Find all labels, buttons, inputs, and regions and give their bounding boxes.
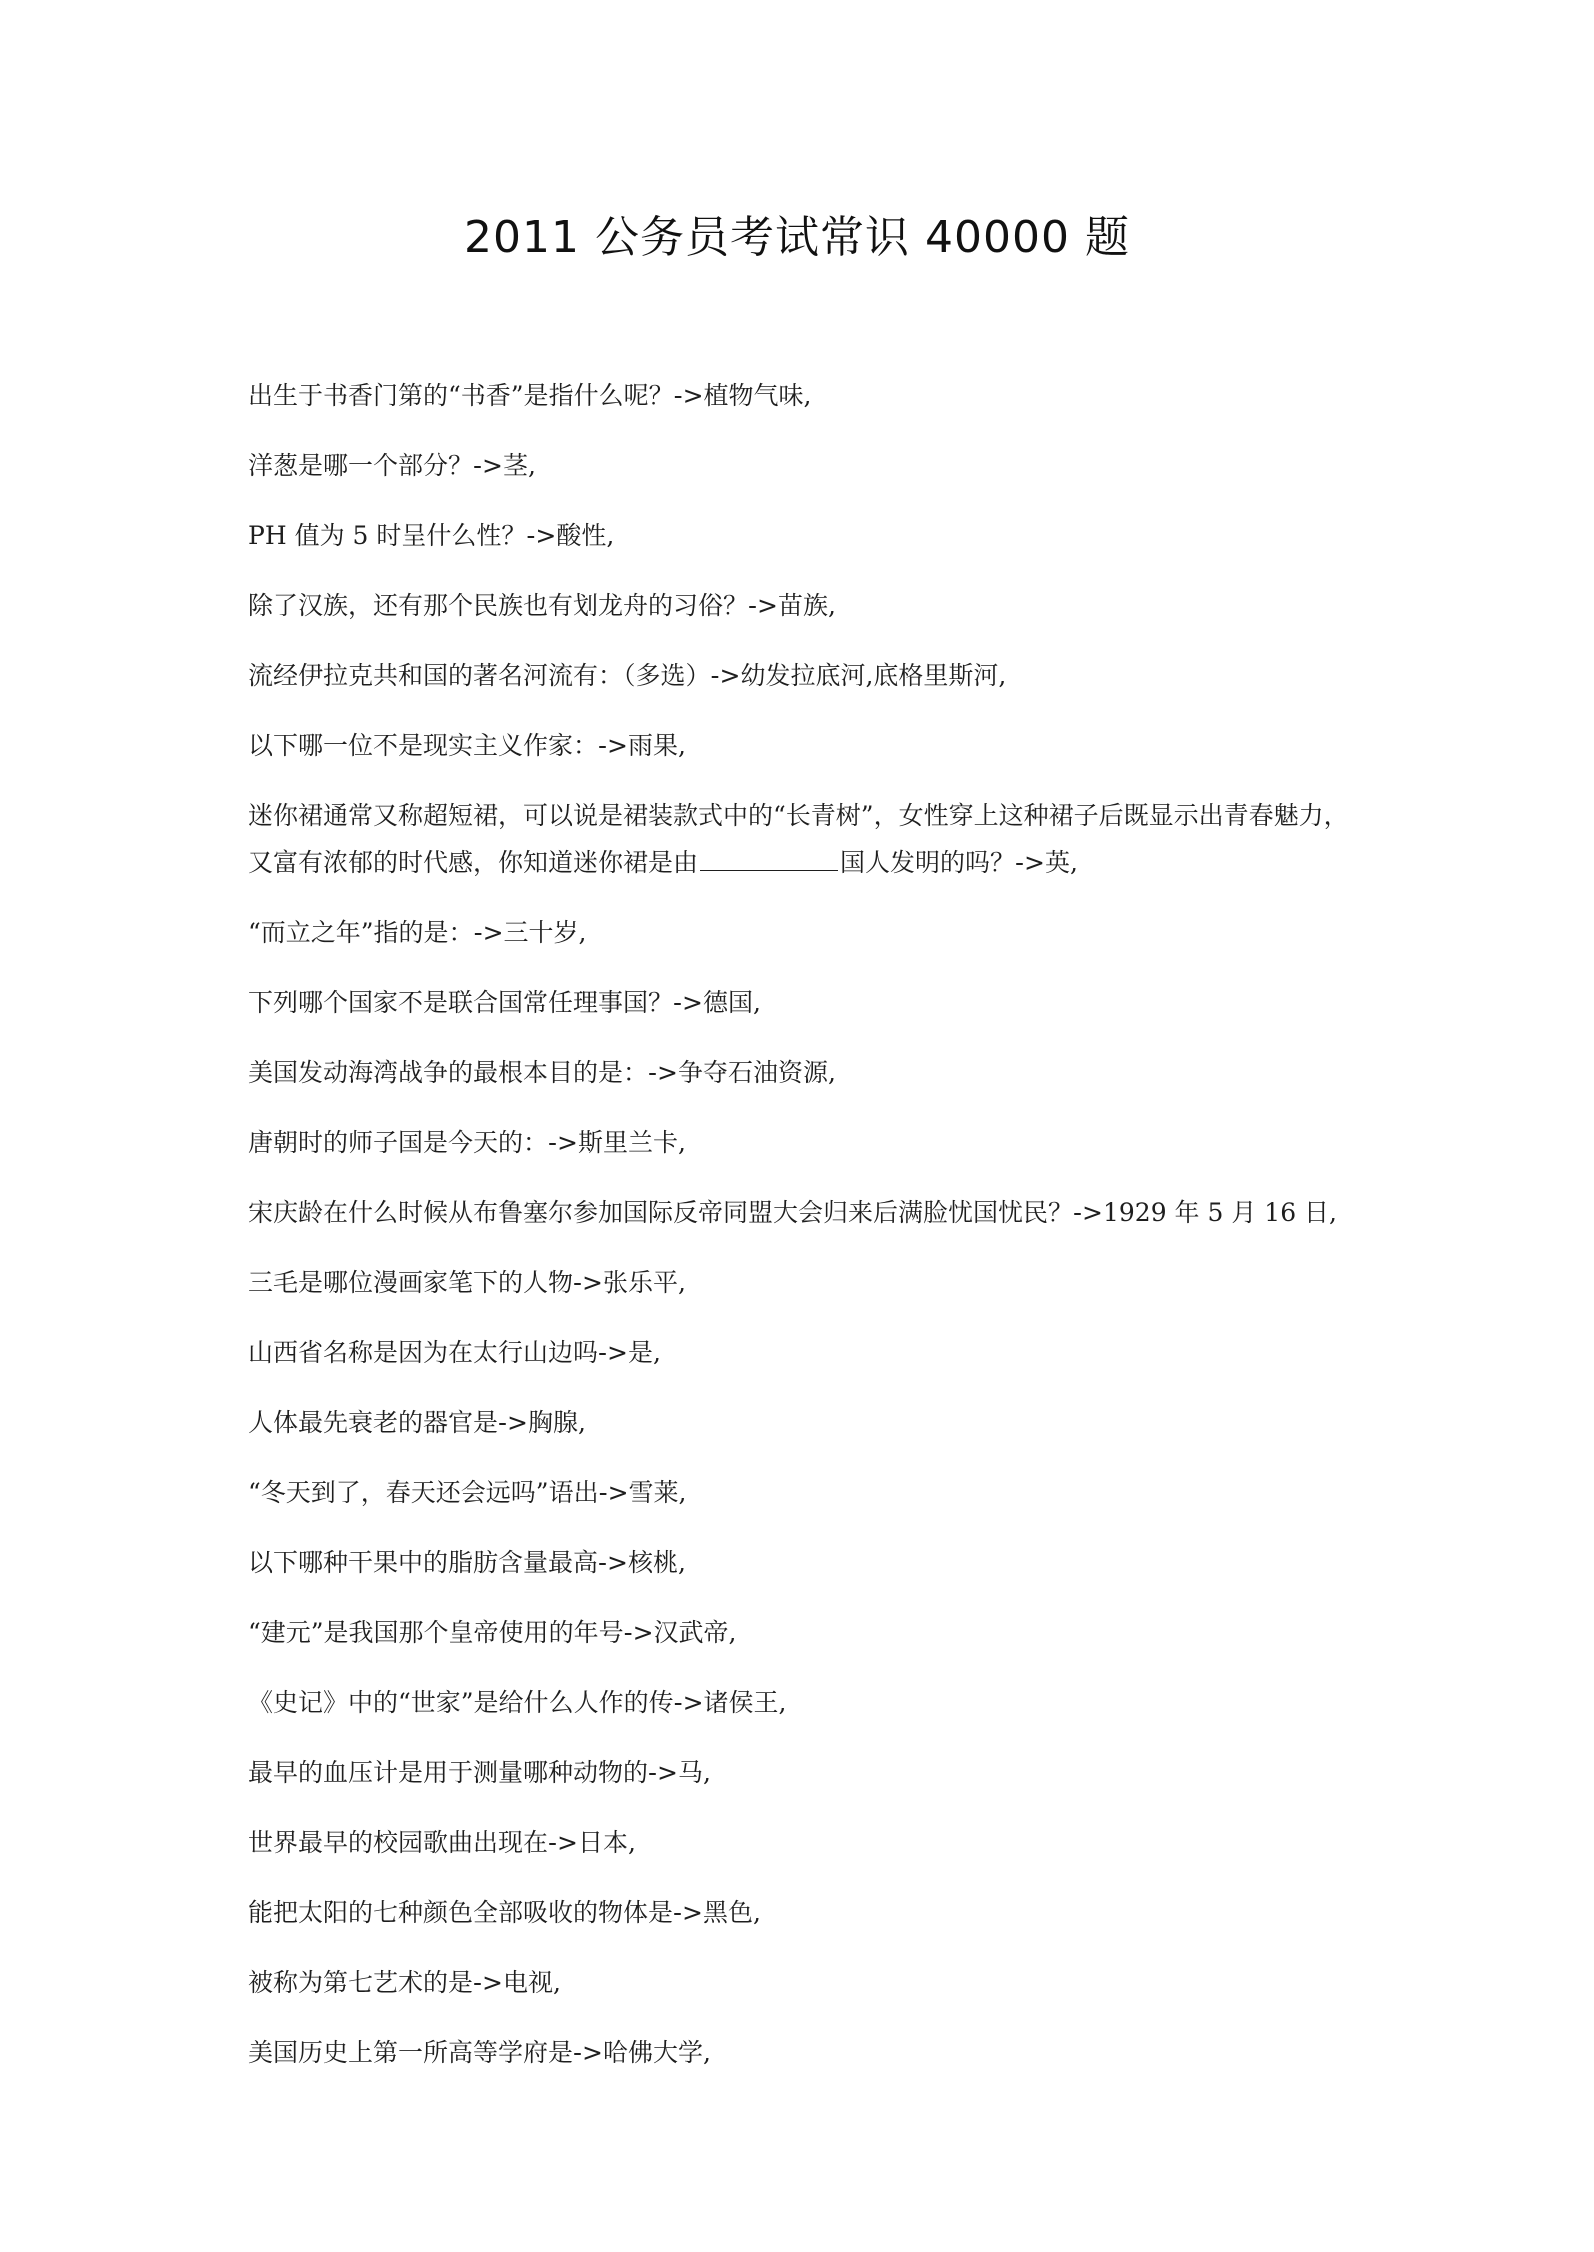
question-text: 出生于书香门第的“书香”是指什么呢？ xyxy=(248,381,674,410)
question-item xyxy=(248,1049,1364,1096)
answer-arrow: -> xyxy=(573,2038,603,2067)
question-item xyxy=(248,1749,1364,1796)
answer-arrow: -> xyxy=(598,1338,628,1367)
question-item xyxy=(248,722,1364,769)
question-text: “冬天到了，春天还会远吗”语出 xyxy=(248,1478,599,1507)
question-item xyxy=(248,1609,1364,1656)
question-item xyxy=(248,909,1364,956)
answer-arrow: -> xyxy=(623,1618,654,1647)
question-item xyxy=(248,1679,1364,1726)
answer-text: 日本, xyxy=(577,1828,636,1857)
question-item xyxy=(248,442,1364,489)
answer-text: 雪莱, xyxy=(628,1478,687,1507)
answer-text: 胸腺, xyxy=(527,1408,586,1437)
answer-arrow: -> xyxy=(548,1828,578,1857)
answer-text: 哈佛大学, xyxy=(602,2038,711,2067)
document-title: 2011 公务员考试常识 40000 题 xyxy=(464,212,1130,263)
question-text: 美国历史上第一所高等学府是 xyxy=(248,2038,574,2067)
answer-arrow: -> xyxy=(473,918,504,947)
answer-arrow: -> xyxy=(673,381,704,410)
answer-text: 马, xyxy=(677,1758,711,1787)
question-item xyxy=(248,1539,1364,1586)
question-item xyxy=(248,979,1364,1026)
question-list xyxy=(248,372,1364,2099)
answer-arrow: -> xyxy=(648,1058,678,1087)
answer-text: 争夺石油资源, xyxy=(677,1058,836,1087)
question-item xyxy=(248,582,1364,629)
question-text: 宋庆龄在什么时候从布鲁塞尔参加国际反帝同盟大会归来后满脸忧国忧民？ xyxy=(248,1198,1074,1227)
answer-text: 幼发拉底河,底格里斯河, xyxy=(740,661,1007,690)
question-item xyxy=(248,512,1364,559)
answer-arrow: -> xyxy=(1073,1198,1103,1227)
question-item xyxy=(248,1889,1364,1936)
question-text: 除了汉族，还有那个民族也有划龙舟的习俗？ xyxy=(248,591,749,620)
question-text: 流经伊拉克共和国的著名河流有：（多选） xyxy=(248,661,711,690)
answer-arrow: -> xyxy=(673,1688,704,1717)
fill-in-blank xyxy=(700,840,838,871)
answer-arrow: -> xyxy=(548,1128,578,1157)
question-text: 迷你裙通常又称超短裙，可以说是裙装款式中的“长青树”，女性穿上这种裙子后既显示出青春魅力，又富有浓郁的时代感，你知道迷你裙是由 xyxy=(248,801,1349,877)
answer-text: 三十岁, xyxy=(503,918,587,947)
answer-arrow: -> xyxy=(648,1758,678,1787)
question-text: PH 值为 5 时呈什么性？ xyxy=(248,521,527,550)
answer-arrow: -> xyxy=(710,661,741,690)
answer-text: 植物气味, xyxy=(703,381,812,410)
answer-text: 酸性, xyxy=(556,521,615,550)
question-text: 洋葱是哪一个部分？ xyxy=(248,451,474,480)
answer-text: 德国, xyxy=(702,988,761,1017)
answer-arrow: -> xyxy=(598,1478,629,1507)
question-text: 美国发动海湾战争的最根本目的是： xyxy=(248,1058,649,1087)
answer-arrow: -> xyxy=(598,731,628,760)
question-item xyxy=(248,1399,1364,1446)
question-item xyxy=(248,1959,1364,2006)
answer-arrow: -> xyxy=(473,451,503,480)
answer-text: 英, xyxy=(1045,848,1078,877)
answer-arrow: -> xyxy=(673,988,703,1017)
answer-arrow: -> xyxy=(748,591,778,620)
answer-text: 茎, xyxy=(502,451,536,480)
question-text: 三毛是哪位漫画家笔下的人物 xyxy=(248,1268,574,1297)
answer-arrow: -> xyxy=(598,1548,628,1577)
answer-text: 苗族, xyxy=(777,591,836,620)
answer-text: 黑色, xyxy=(702,1898,761,1927)
answer-arrow: -> xyxy=(473,1968,503,1997)
question-item xyxy=(248,1259,1364,1306)
question-text: 下列哪个国家不是联合国常任理事国？ xyxy=(248,988,674,1017)
question-text: 以下哪种干果中的脂肪含量最高 xyxy=(248,1548,599,1577)
answer-arrow: -> xyxy=(673,1898,703,1927)
question-text: 世界最早的校园歌曲出现在 xyxy=(248,1828,549,1857)
question-text: “建元”是我国那个皇帝使用的年号 xyxy=(248,1618,624,1647)
answer-text: 核桃, xyxy=(627,1548,686,1577)
answer-text: 斯里兰卡, xyxy=(577,1128,686,1157)
question-text: 山西省名称是因为在太行山边吗 xyxy=(248,1338,599,1367)
question-text: 《史记》中的“世家”是给什么人作的传 xyxy=(248,1688,674,1717)
question-item xyxy=(248,372,1364,419)
question-text: 唐朝时的师子国是今天的： xyxy=(248,1128,549,1157)
question-item xyxy=(248,1469,1364,1516)
answer-arrow: -> xyxy=(1015,848,1045,877)
answer-text: 1929 年 5 月 16 日, xyxy=(1102,1198,1338,1227)
answer-text: 汉武帝, xyxy=(653,1618,737,1647)
answer-arrow: -> xyxy=(573,1268,603,1297)
question-item xyxy=(248,1189,1364,1236)
question-item xyxy=(248,652,1364,699)
question-item xyxy=(248,1819,1364,1866)
question-text: 最早的血压计是用于测量哪种动物的 xyxy=(248,1758,649,1787)
question-item xyxy=(248,1329,1364,1376)
answer-arrow: -> xyxy=(526,521,557,550)
answer-arrow: -> xyxy=(498,1408,528,1437)
answer-text: 张乐平, xyxy=(602,1268,686,1297)
question-text-continued: 国人发明的吗？ xyxy=(840,848,1016,877)
question-text: 能把太阳的七种颜色全部吸收的物体是 xyxy=(248,1898,674,1927)
answer-text: 诸侯王, xyxy=(703,1688,787,1717)
question-item xyxy=(248,792,1364,886)
answer-text: 电视, xyxy=(502,1968,561,1997)
question-item xyxy=(248,2029,1364,2076)
answer-text: 雨果, xyxy=(627,731,686,760)
question-text: 被称为第七艺术的是 xyxy=(248,1968,474,1997)
question-text: 人体最先衰老的器官是 xyxy=(248,1408,499,1437)
question-text: 以下哪一位不是现实主义作家： xyxy=(248,731,599,760)
question-item xyxy=(248,1119,1364,1166)
question-text: “而立之年”指的是： xyxy=(248,918,474,947)
answer-text: 是, xyxy=(627,1338,661,1367)
